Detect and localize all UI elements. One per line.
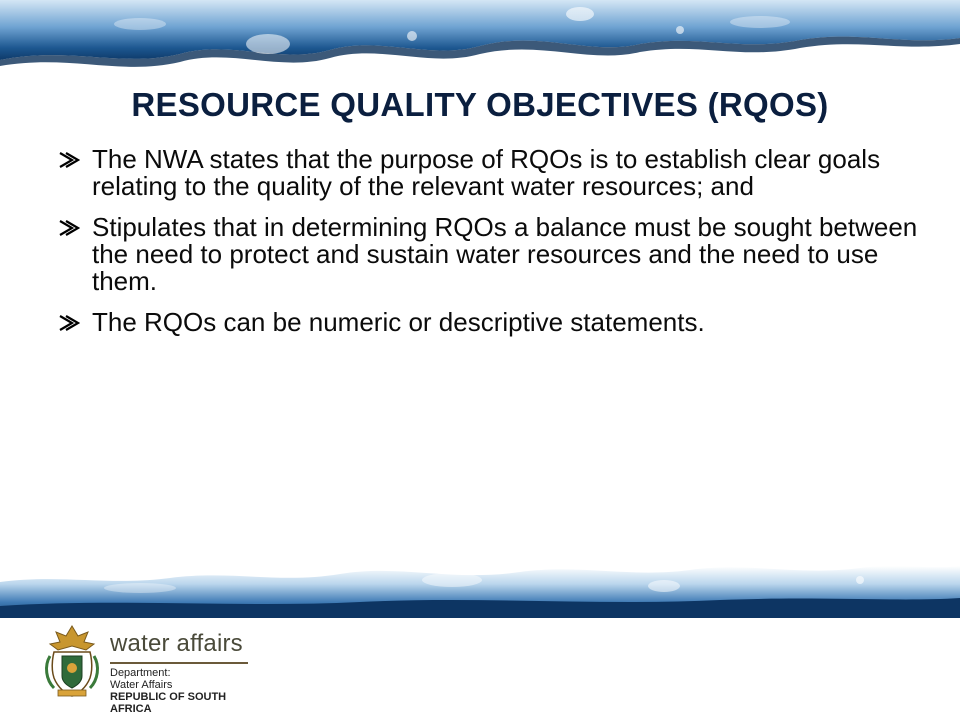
department-name: Water Affairs xyxy=(110,679,173,691)
bullet-item xyxy=(58,214,918,295)
coat-of-arms-icon xyxy=(40,622,104,700)
department-logo xyxy=(40,622,270,715)
bullet-text: The RQOs can be numeric or descriptive statements. xyxy=(92,307,705,337)
bullet-text: Stipulates that in determining RQOs a balance must be sought between the need to protect and sustain water resources and the need to use them. xyxy=(92,212,918,296)
water-banner-bottom xyxy=(0,548,960,618)
water-banner-top xyxy=(0,0,960,80)
bullet-item xyxy=(58,146,918,200)
water-splash-top-image xyxy=(0,0,960,80)
arrow-right-icon xyxy=(58,314,80,332)
department-label: Department: xyxy=(110,667,171,679)
arrow-right-icon xyxy=(58,219,80,237)
arrow-right-icon xyxy=(58,151,80,169)
water-splash-bottom-image xyxy=(0,548,960,618)
bullet-list xyxy=(58,146,918,350)
slide-title: RESOURCE QUALITY OBJECTIVES (RQOS) xyxy=(131,86,829,123)
bullet-item xyxy=(58,309,918,336)
brand-divider xyxy=(110,662,248,664)
bullet-text: The NWA states that the purpose of RQOs is to establish clear goals relating to the quality of the relevant water resources; and xyxy=(92,144,881,201)
country-name: REPUBLIC OF SOUTH AFRICA xyxy=(110,691,227,715)
brand-name: water affairs xyxy=(110,630,243,657)
